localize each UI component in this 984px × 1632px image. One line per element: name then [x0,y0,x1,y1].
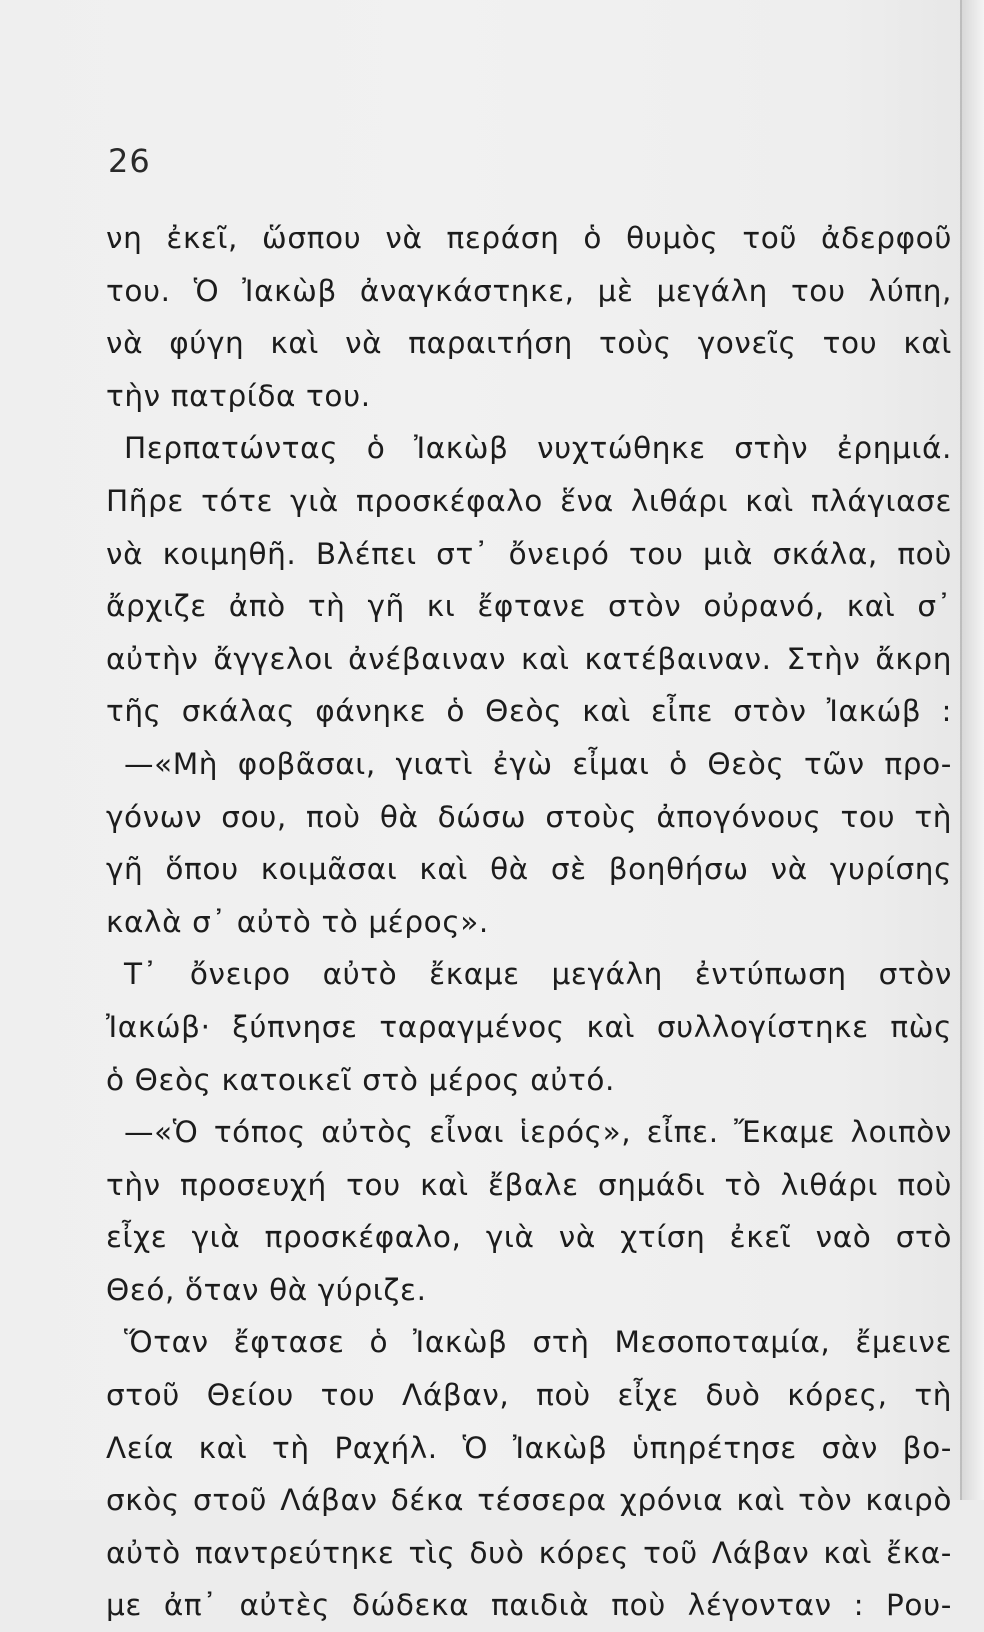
text-line: Ἰακώβ· ξύπνησε ταραγμένος καὶ συλλογίστηκε πὼς [106,1009,952,1044]
text-line: στοῦ Θείου του Λάβαν, ποὺ εἶχε δυὸ κόρες, τὴ [106,1378,952,1413]
text-line: εἶχε γιὰ προσκέφαλο, γιὰ νὰ χτίση ἐκεῖ ναὸ στὸ [106,1220,952,1255]
text-line: τῆς σκάλας φάνηκε ὁ Θεὸς καὶ εἶπε στὸν Ἰακώβ : [106,694,952,729]
text-line: γόνων σου, ποὺ θὰ δώσω στοὺς ἀπογόνους του τὴ [106,799,952,834]
text-line: καλὰ σ᾽ αὐτὸ τὸ μέρος». [106,904,489,939]
text-line: αὐτὴν ἄγγελοι ἀνέβαιναν καὶ κατέβαιναν. Στὴν ἄκρη [106,641,952,676]
text-line: αὐτὸ παντρεύτηκε τὶς δυὸ κόρες τοῦ Λάβαν καὶ ἔκα- [106,1535,952,1570]
body-text [106,212,952,1632]
text-line: —«Μὴ φοβᾶσαι, γιατὶ ἐγὼ εἶμαι ὁ Θεὸς τῶν προ- [124,746,952,781]
text-line: Τ᾽ ὄνειρο αὐτὸ ἔκαμε μεγάλη ἐντύπωση στὸν [124,957,952,992]
text-line: νὰ φύγη καὶ νὰ παραιτήση τοὺς γονεῖς του καὶ [106,326,952,361]
text-line: ἄρχιζε ἀπὸ τὴ γῆ κι ἔφτανε στὸν οὐρανό, καὶ σ᾽ [106,589,952,624]
text-line: τὴν πατρίδα του. [106,378,371,413]
text-line: Περπατώντας ὁ Ἰακὼβ νυχτώθηκε στὴν ἐρημιά. [124,431,952,466]
text-line: Πῆρε τότε γιὰ προσκέφαλο ἕνα λιθάρι καὶ πλάγιασε [106,483,952,518]
text-line: του. Ὁ Ἰακὼβ ἀναγκάστηκε, μὲ μεγάλη του λύπη, [106,273,952,308]
text-line: σκὸς στοῦ Λάβαν δέκα τέσσερα χρόνια καὶ τὸν καιρὸ [106,1483,952,1518]
text-line: τὴν προσευχή του καὶ ἔβαλε σημάδι τὸ λιθάρι ποὺ [106,1167,952,1202]
text-line: με ἀπ᾽ αὐτὲς δώδεκα παιδιὰ ποὺ λέγονταν : Ρου- [106,1588,952,1623]
text-line: Λεία καὶ τὴ Ραχήλ. Ὁ Ἰακὼβ ὑπηρέτησε σὰν βο- [106,1430,952,1465]
text-line: Ὅταν ἔφτασε ὁ Ἰακὼβ στὴ Μεσοποταμία, ἔμεινε [124,1325,952,1360]
text-line: νὰ κοιμηθῆ. Βλέπει στ᾽ ὄνειρό του μιὰ σκάλα, ποὺ [106,536,952,571]
text-line: ὁ Θεὸς κατοικεῖ στὸ μέρος αὐτό. [106,1062,616,1097]
text-line: Θεό, ὅταν θὰ γύριζε. [106,1272,427,1307]
text-line: νη ἐκεῖ, ὥσπου νὰ περάση ὁ θυμὸς τοῦ ἀδερφοῦ [106,221,952,255]
text-line: —«Ὁ τόπος αὐτὸς εἶναι ἱερός», εἶπε. Ἔκαμε λοιπὸν [124,1115,952,1150]
page-edge-line [960,0,962,1500]
text-line: γῆ ὅπου κοιμᾶσαι καὶ θὰ σὲ βοηθήσω νὰ γυρίσης [106,852,952,887]
page-edge-shadow [962,0,984,1500]
page-number: 26 [108,142,151,180]
